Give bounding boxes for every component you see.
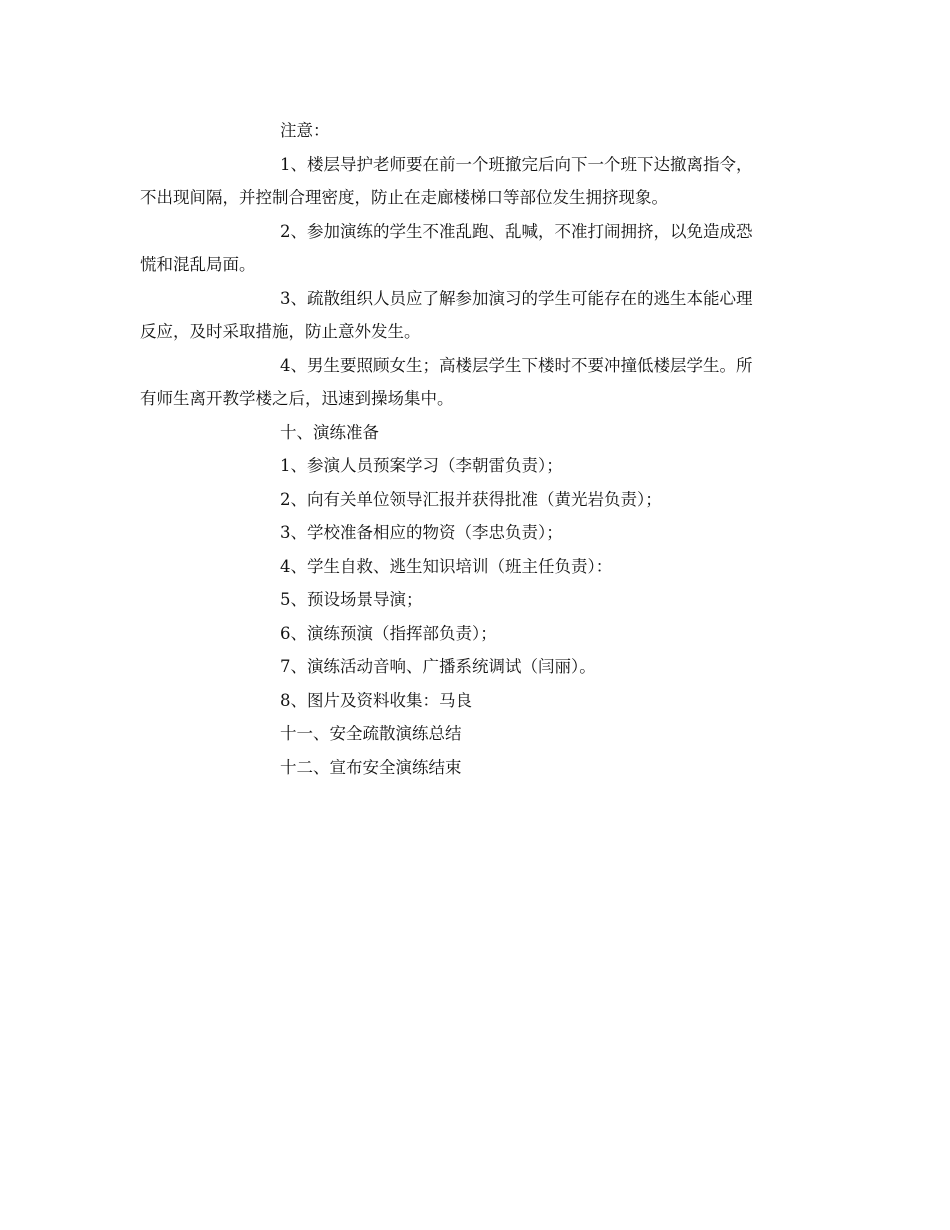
note-3-line-1: 3、疏散组织人员应了解参加演习的学生可能存在的逃生本能心理 — [280, 288, 753, 308]
note-1-line-1: 1、楼层导护老师要在前一个班撤完后向下一个班下达撤离指令， — [280, 154, 753, 174]
note-4-line-1: 4、男生要照顾女生；高楼层学生下楼时不要冲撞低楼层学生。所 — [280, 355, 753, 375]
note-3-line-2: 反应，及时采取措施，防止意外发生。 — [140, 322, 421, 341]
note-2-line-1: 2、参加演练的学生不准乱跑、乱喊，不准打闹拥挤，以免造成恐 — [280, 221, 753, 241]
note-item-3 — [140, 282, 812, 349]
note-4-line-2: 有师生离开教学楼之后，迅速到操场集中。 — [140, 389, 454, 408]
note-item-4 — [140, 349, 812, 416]
note-1-line-2: 不出现间隔，并控制合理密度，防止在走廊楼梯口等部位发生拥挤现象。 — [140, 188, 668, 207]
note-item-2 — [140, 215, 812, 282]
prep-item-8: 8、图片及资料收集：马良 — [280, 690, 472, 710]
note-item-1 — [140, 148, 812, 215]
section-twelve-heading: 十二、宣布安全演练结束 — [280, 757, 462, 777]
prep-item-1: 1、参演人员预案学习（李朝雷负责）； — [280, 456, 563, 475]
document-body — [140, 114, 812, 784]
prep-item-2: 2、向有关单位领导汇报并获得批准（黄光岩负责）； — [280, 489, 662, 509]
prep-item-6: 6、演练预演（指挥部负责）； — [280, 623, 497, 643]
prep-item-4: 4、学生自救、逃生知识培训（班主任负责）： — [280, 556, 613, 576]
prep-item-3: 3、学校准备相应的物资（李忠负责）； — [280, 523, 563, 542]
section-eleven-heading: 十一、安全疏散演练总结 — [280, 724, 462, 743]
prep-item-7: 7、演练活动音响、广播系统调试（闫丽）。 — [280, 657, 596, 676]
note-2-line-2: 慌和混乱局面。 — [140, 255, 256, 274]
notice-heading: 注意： — [280, 121, 330, 140]
section-ten-heading: 十、演练准备 — [280, 422, 379, 442]
prep-item-5: 5、预设场景导演； — [280, 590, 423, 609]
